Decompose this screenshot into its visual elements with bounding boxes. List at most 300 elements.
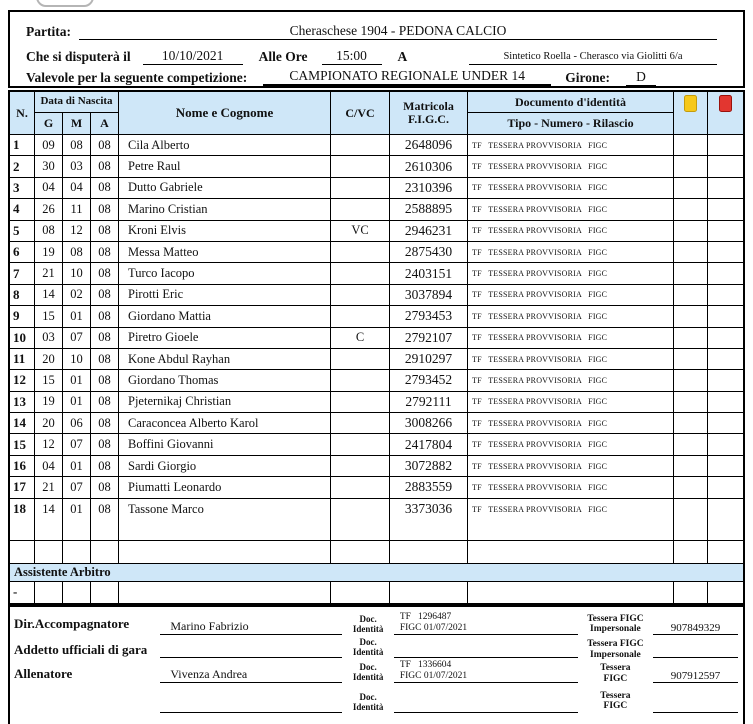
matricola-cell: 2910297 [390,349,468,369]
yellow-card-cell [674,135,708,155]
matricola-cell [390,582,468,603]
player-number-cell: 15 [10,434,35,454]
captain-mark-cell [331,263,390,283]
table-row [10,263,743,284]
birth-month-cell: 02 [63,285,91,305]
doc-identita-label [342,661,393,683]
tessera-label-2: Impersonale [590,624,641,634]
yellow-card-cell [674,285,708,305]
player-number-cell: 18 [10,499,35,520]
captain-mark-cell [331,349,390,369]
player-name-cell [119,582,331,603]
red-card-cell [708,370,743,390]
matricola-cell: 2792107 [390,328,468,348]
role-text: Addetto ufficiali di gara [14,641,148,657]
red-card-cell [708,413,743,433]
matricola-cell: 2946231 [390,221,468,241]
birth-day-cell: 12 [35,434,63,454]
col-header-month: M [63,113,91,134]
table-row [10,178,743,199]
tessera-label [578,686,653,716]
birth-year-cell: 08 [91,477,119,497]
table-row [10,199,743,220]
player-name-cell: Cila Alberto [119,135,331,155]
matricola-cell: 2310396 [390,178,468,198]
captain-mark-cell [331,199,390,219]
yellow-card-cell [674,541,708,562]
birth-year-cell: 08 [91,306,119,326]
document-cell: TF TESSERA PROVVISORIA FIGC [468,285,674,305]
birth-year-cell: 08 [91,456,119,476]
captain-mark-cell [331,135,390,155]
birth-month-cell: 06 [63,413,91,433]
table-row [10,221,743,242]
red-card-cell [708,541,743,562]
player-name-cell: Sardi Giorgio [119,456,331,476]
tessera-field [653,638,738,658]
birth-day-cell: 21 [35,477,63,497]
player-name-cell: Pjeternikaj Christian [119,392,331,412]
birth-year-cell: 08 [91,178,119,198]
player-number-cell: 13 [10,392,35,412]
table-row [10,477,743,498]
tessera-label-1: Tessera [600,663,631,674]
tessera-label-2: FIGC [603,701,628,711]
captain-mark-cell [331,520,390,540]
birth-day-cell: 15 [35,370,63,390]
red-card-cell [708,499,743,520]
birth-month-cell: 01 [63,456,91,476]
yellow-card-cell [674,156,708,176]
player-name-cell: Piretro Gioele [119,328,331,348]
red-card-cell [708,306,743,326]
tessera-label [578,610,653,638]
doc-label-2: Identità [352,647,384,658]
birth-month-cell: 11 [63,199,91,219]
red-card-icon [719,95,732,112]
matricola-cell: 2793452 [390,370,468,390]
birth-month-cell: 07 [63,328,91,348]
doc-label-1: Doc. [359,637,377,648]
at-label: A [397,49,408,64]
birth-month-cell: 07 [63,477,91,497]
matricola-cell: 2793453 [390,306,468,326]
red-card-cell [708,242,743,262]
matricola-cell: 3373036 [390,499,468,520]
document-cell: TF TESSERA PROVVISORIA FIGC [468,434,674,454]
table-row [10,456,743,477]
assistente-arbitro-bar [10,563,743,582]
birth-day-cell: 09 [35,135,63,155]
document-cell: TF TESSERA PROVVISORIA FIGC [468,306,674,326]
player-name-cell [119,520,331,540]
birth-day-cell: 15 [35,306,63,326]
red-card-cell [708,263,743,283]
captain-mark-cell [331,456,390,476]
birth-month-cell: 01 [63,306,91,326]
birth-day-cell: 30 [35,156,63,176]
doc-value-2: FIGC 01/07/2021 [399,623,468,634]
birth-day-cell [35,582,63,603]
matricola-cell: 3072882 [390,456,468,476]
col-header-red [708,92,743,134]
captain-mark-cell: C [331,328,390,348]
tessera-label-2: Impersonale [590,649,641,660]
document-cell: TF TESSERA PROVVISORIA FIGC [468,221,674,241]
red-card-cell [708,178,743,198]
official-row [10,686,743,716]
col-header-matricola [390,92,468,134]
official-role-label [10,686,160,716]
red-card-cell [708,392,743,412]
birth-day-cell: 14 [35,499,63,520]
table-row [10,349,743,370]
doc-label-1: Doc. [359,692,377,703]
official-role-label [10,638,160,661]
player-rows [10,135,743,520]
captain-mark-cell [331,285,390,305]
document-cell: TF TESSERA PROVVISORIA FIGC [468,349,674,369]
player-name-cell: Petre Raul [119,156,331,176]
player-name-cell: Marino Cristian [119,199,331,219]
roster-table [8,90,745,606]
birth-year-cell: 08 [91,392,119,412]
partita-label: Partita: [26,24,71,39]
girone-label: Girone: [565,70,610,85]
player-number-cell: 7 [10,263,35,283]
col-header-day: G [35,113,63,134]
tessera-value: 907849329 [670,622,721,634]
tessera-label [578,638,653,661]
doc-label-1: Doc. [359,614,377,625]
birth-month-cell [63,582,91,603]
red-card-cell [708,285,743,305]
matricola-cell [390,541,468,562]
player-name-cell: Kroni Elvis [119,221,331,241]
doc-label-2: Identità [352,624,384,635]
birth-month-cell: 03 [63,156,91,176]
captain-mark-cell: VC [331,221,390,241]
player-name-cell: Dutto Gabriele [119,178,331,198]
player-number-cell: 17 [10,477,35,497]
yellow-card-cell [674,328,708,348]
matricola-cell: 2588895 [390,199,468,219]
player-number-cell: 6 [10,242,35,262]
red-card-cell [708,477,743,497]
partita-value: Cheraschese 1904 - PEDONA CALCIO [79,23,717,40]
matricola-cell: 2403151 [390,263,468,283]
player-number-cell: 16 [10,456,35,476]
officials-section [8,604,745,724]
doc-identita-label [342,686,393,713]
red-card-cell [708,156,743,176]
birth-month-cell: 01 [63,370,91,390]
player-number-cell: 3 [10,178,35,198]
yellow-card-cell [674,520,708,540]
yellow-card-cell [674,413,708,433]
player-name-cell [119,541,331,562]
document-cell [468,582,674,603]
table-header [10,92,743,135]
table-row [10,242,743,263]
table-row [10,370,743,391]
col-header-name: Nome e Cognome [119,92,331,134]
official-role-label [10,610,160,638]
player-name-cell: Tassone Marco [119,499,331,520]
document-cell: TF TESSERA PROVVISORIA FIGC [468,392,674,412]
birth-month-cell: 07 [63,434,91,454]
document-cell: TF TESSERA PROVVISORIA FIGC [468,156,674,176]
player-name-cell: Piumatti Leonardo [119,477,331,497]
col-header-yellow [674,92,708,134]
birth-day-cell: 08 [35,221,63,241]
birth-day-cell: 04 [35,456,63,476]
player-name-cell: Turco Iacopo [119,263,331,283]
document-cell: TF TESSERA PROVVISORIA FIGC [468,178,674,198]
matricola-cell: 2883559 [390,477,468,497]
birth-day-cell: 21 [35,263,63,283]
birth-month-cell: 10 [63,349,91,369]
document-cell [468,541,674,562]
player-number-cell: - [10,582,35,603]
tessera-label [578,661,653,686]
birth-month-cell [63,541,91,562]
birth-day-cell: 19 [35,242,63,262]
yellow-card-cell [674,199,708,219]
player-number-cell: 5 [10,221,35,241]
document-cell: TF TESSERA PROVVISORIA FIGC [468,242,674,262]
captain-mark-cell [331,413,390,433]
birth-year-cell: 08 [91,199,119,219]
birth-day-cell [35,520,63,540]
yellow-card-cell [674,263,708,283]
player-name-cell: Pirotti Eric [119,285,331,305]
document-cell: TF TESSERA PROVVISORIA FIGC [468,199,674,219]
yellow-card-icon [684,95,697,112]
birth-month-cell: 12 [63,221,91,241]
captain-mark-cell [331,541,390,562]
player-name-cell: Boffini Giovanni [119,434,331,454]
birth-year-cell: 08 [91,370,119,390]
birth-year-cell: 08 [91,499,119,520]
player-number-cell: 12 [10,370,35,390]
player-number-cell [10,520,35,540]
player-name-cell: Giordano Thomas [119,370,331,390]
player-number-cell: 11 [10,349,35,369]
birth-year-cell: 08 [91,135,119,155]
doc-identita-field [394,638,578,658]
birth-day-cell: 20 [35,349,63,369]
official-name-field [160,638,342,658]
date-line [26,40,717,65]
tessera-label-1: Tessera FIGC [587,613,644,624]
birth-year-cell [91,582,119,603]
birth-month-cell: 04 [63,178,91,198]
table-row [10,156,743,177]
matricola-cell: 2875430 [390,242,468,262]
official-role-label [10,661,160,686]
birth-year-cell: 08 [91,413,119,433]
match-line [26,15,717,40]
yellow-card-cell [674,392,708,412]
official-row [10,610,743,638]
official-name-field [160,686,342,713]
birth-year-cell: 08 [91,349,119,369]
official-row [10,638,743,661]
matricola-label-line2: F.I.G.C. [408,112,449,126]
red-card-cell [708,582,743,603]
col-header-documento: Documento d'identità [468,92,674,113]
document-cell: TF TESSERA PROVVISORIA FIGC [468,477,674,497]
doc-identita-field [394,686,578,713]
captain-mark-cell [331,477,390,497]
role-text: Allenatore [14,665,73,681]
player-name-cell: Caraconcea Alberto Karol [119,413,331,433]
player-number-cell: 4 [10,199,35,219]
table-row [10,413,743,434]
player-number-cell: 9 [10,306,35,326]
birth-day-cell: 26 [35,199,63,219]
doc-label-2: Identità [352,702,384,713]
dash-row-holder [10,582,743,603]
birth-month-cell: 01 [63,392,91,412]
doc-value-1: TF 1296487 [399,612,452,623]
birth-year-cell: 08 [91,434,119,454]
table-row [10,306,743,327]
yellow-card-cell [674,221,708,241]
col-header-birthdate: Data di Nascita [35,92,119,113]
birth-year-cell: 08 [91,156,119,176]
tessera-label-1: Tessera [600,690,631,701]
matricola-cell: 2417804 [390,434,468,454]
yellow-card-cell [674,477,708,497]
document-cell: TF TESSERA PROVVISORIA FIGC [468,135,674,155]
table-row [10,434,743,455]
table-row [10,285,743,306]
player-number-cell: 2 [10,156,35,176]
birth-month-cell: 08 [63,242,91,262]
matricola-cell: 3008266 [390,413,468,433]
table-row [10,499,743,520]
red-card-cell [708,520,743,540]
captain-mark-cell [331,499,390,520]
empty-row [10,520,743,541]
birth-month-cell [63,520,91,540]
table-row [10,392,743,413]
player-number-cell: 1 [10,135,35,155]
name-text: Vivenza Andrea [170,667,248,681]
player-number-cell: 10 [10,328,35,348]
document-cell: TF TESSERA PROVVISORIA FIGC [468,263,674,283]
birth-month-cell: 01 [63,499,91,520]
birth-month-cell: 08 [63,135,91,155]
official-name-field [160,661,342,683]
matricola-cell: 3037894 [390,285,468,305]
doc-identita-label [342,610,393,635]
col-header-tipo: Tipo - Numero - Rilascio [468,113,674,134]
birth-year-cell: 08 [91,328,119,348]
captain-mark-cell [331,242,390,262]
doc-value-1: TF 1336604 [399,660,452,671]
table-row [10,328,743,349]
time-label: Alle Ore [258,49,308,64]
tessera-field [653,661,738,683]
venue-underline [469,46,717,65]
birth-year-cell: 08 [91,242,119,262]
document-cell: TF TESSERA PROVVISORIA FIGC [468,413,674,433]
date-label: Che si disputerà il [26,49,131,64]
official-name-field [160,610,342,635]
document-cell [468,520,674,540]
tessera-value: 907912597 [670,670,721,682]
player-number-cell: 14 [10,413,35,433]
doc-value-2: FIGC 01/07/2021 [399,671,468,682]
role-text: Dir.Accompagnatore [14,616,130,631]
document-cell: TF TESSERA PROVVISORIA FIGC [468,328,674,348]
matricola-cell: 2648096 [390,135,468,155]
competition-value: CAMPIONATO REGIONALE UNDER 14 [263,68,551,86]
birth-year-cell: 08 [91,285,119,305]
birth-year-cell: 08 [91,221,119,241]
name-text: Marino Fabrizio [170,619,249,633]
red-card-cell [708,349,743,369]
yellow-card-cell [674,242,708,262]
assistente-arbitro-label: Assistente Arbitro [14,564,111,579]
captain-mark-cell [331,370,390,390]
red-card-cell [708,135,743,155]
col-header-number: N. [10,92,35,134]
doc-identita-label [342,638,393,658]
match-info-box [8,10,745,88]
red-card-cell [708,199,743,219]
matricola-label-line1: Matricola [403,99,454,114]
doc-label-1: Doc. [359,662,377,673]
empty-rows [10,520,743,563]
player-number-cell: 8 [10,285,35,305]
time-value: 15:00 [322,48,382,65]
document-cell: TF TESSERA PROVVISORIA FIGC [468,370,674,390]
birth-year-cell: 08 [91,263,119,283]
birth-year-cell [91,541,119,562]
doc-label-2: Identità [352,672,384,683]
yellow-card-cell [674,582,708,603]
player-name-cell: Giordano Mattia [119,306,331,326]
competition-line [26,65,717,86]
tessera-field [653,610,738,635]
captain-mark-cell [331,156,390,176]
birth-day-cell: 03 [35,328,63,348]
yellow-card-cell [674,349,708,369]
document-cell: TF TESSERA PROVVISORIA FIGC [468,456,674,476]
dash-row [10,582,743,603]
captain-mark-cell [331,392,390,412]
yellow-card-cell [674,306,708,326]
yellow-card-cell [674,370,708,390]
official-row [10,661,743,686]
birth-month-cell: 10 [63,263,91,283]
yellow-card-cell [674,178,708,198]
venue-value: Sintetico Roella - Cherasco via Giolitti 6/a [503,51,683,62]
yellow-card-cell [674,434,708,454]
red-card-cell [708,456,743,476]
birth-year-cell [91,520,119,540]
tessera-label-2: FIGC [603,673,628,684]
red-card-cell [708,221,743,241]
player-name-cell: Messa Matteo [119,242,331,262]
birth-day-cell: 04 [35,178,63,198]
girone-value: D [626,69,656,86]
doc-identita-field [394,610,578,635]
